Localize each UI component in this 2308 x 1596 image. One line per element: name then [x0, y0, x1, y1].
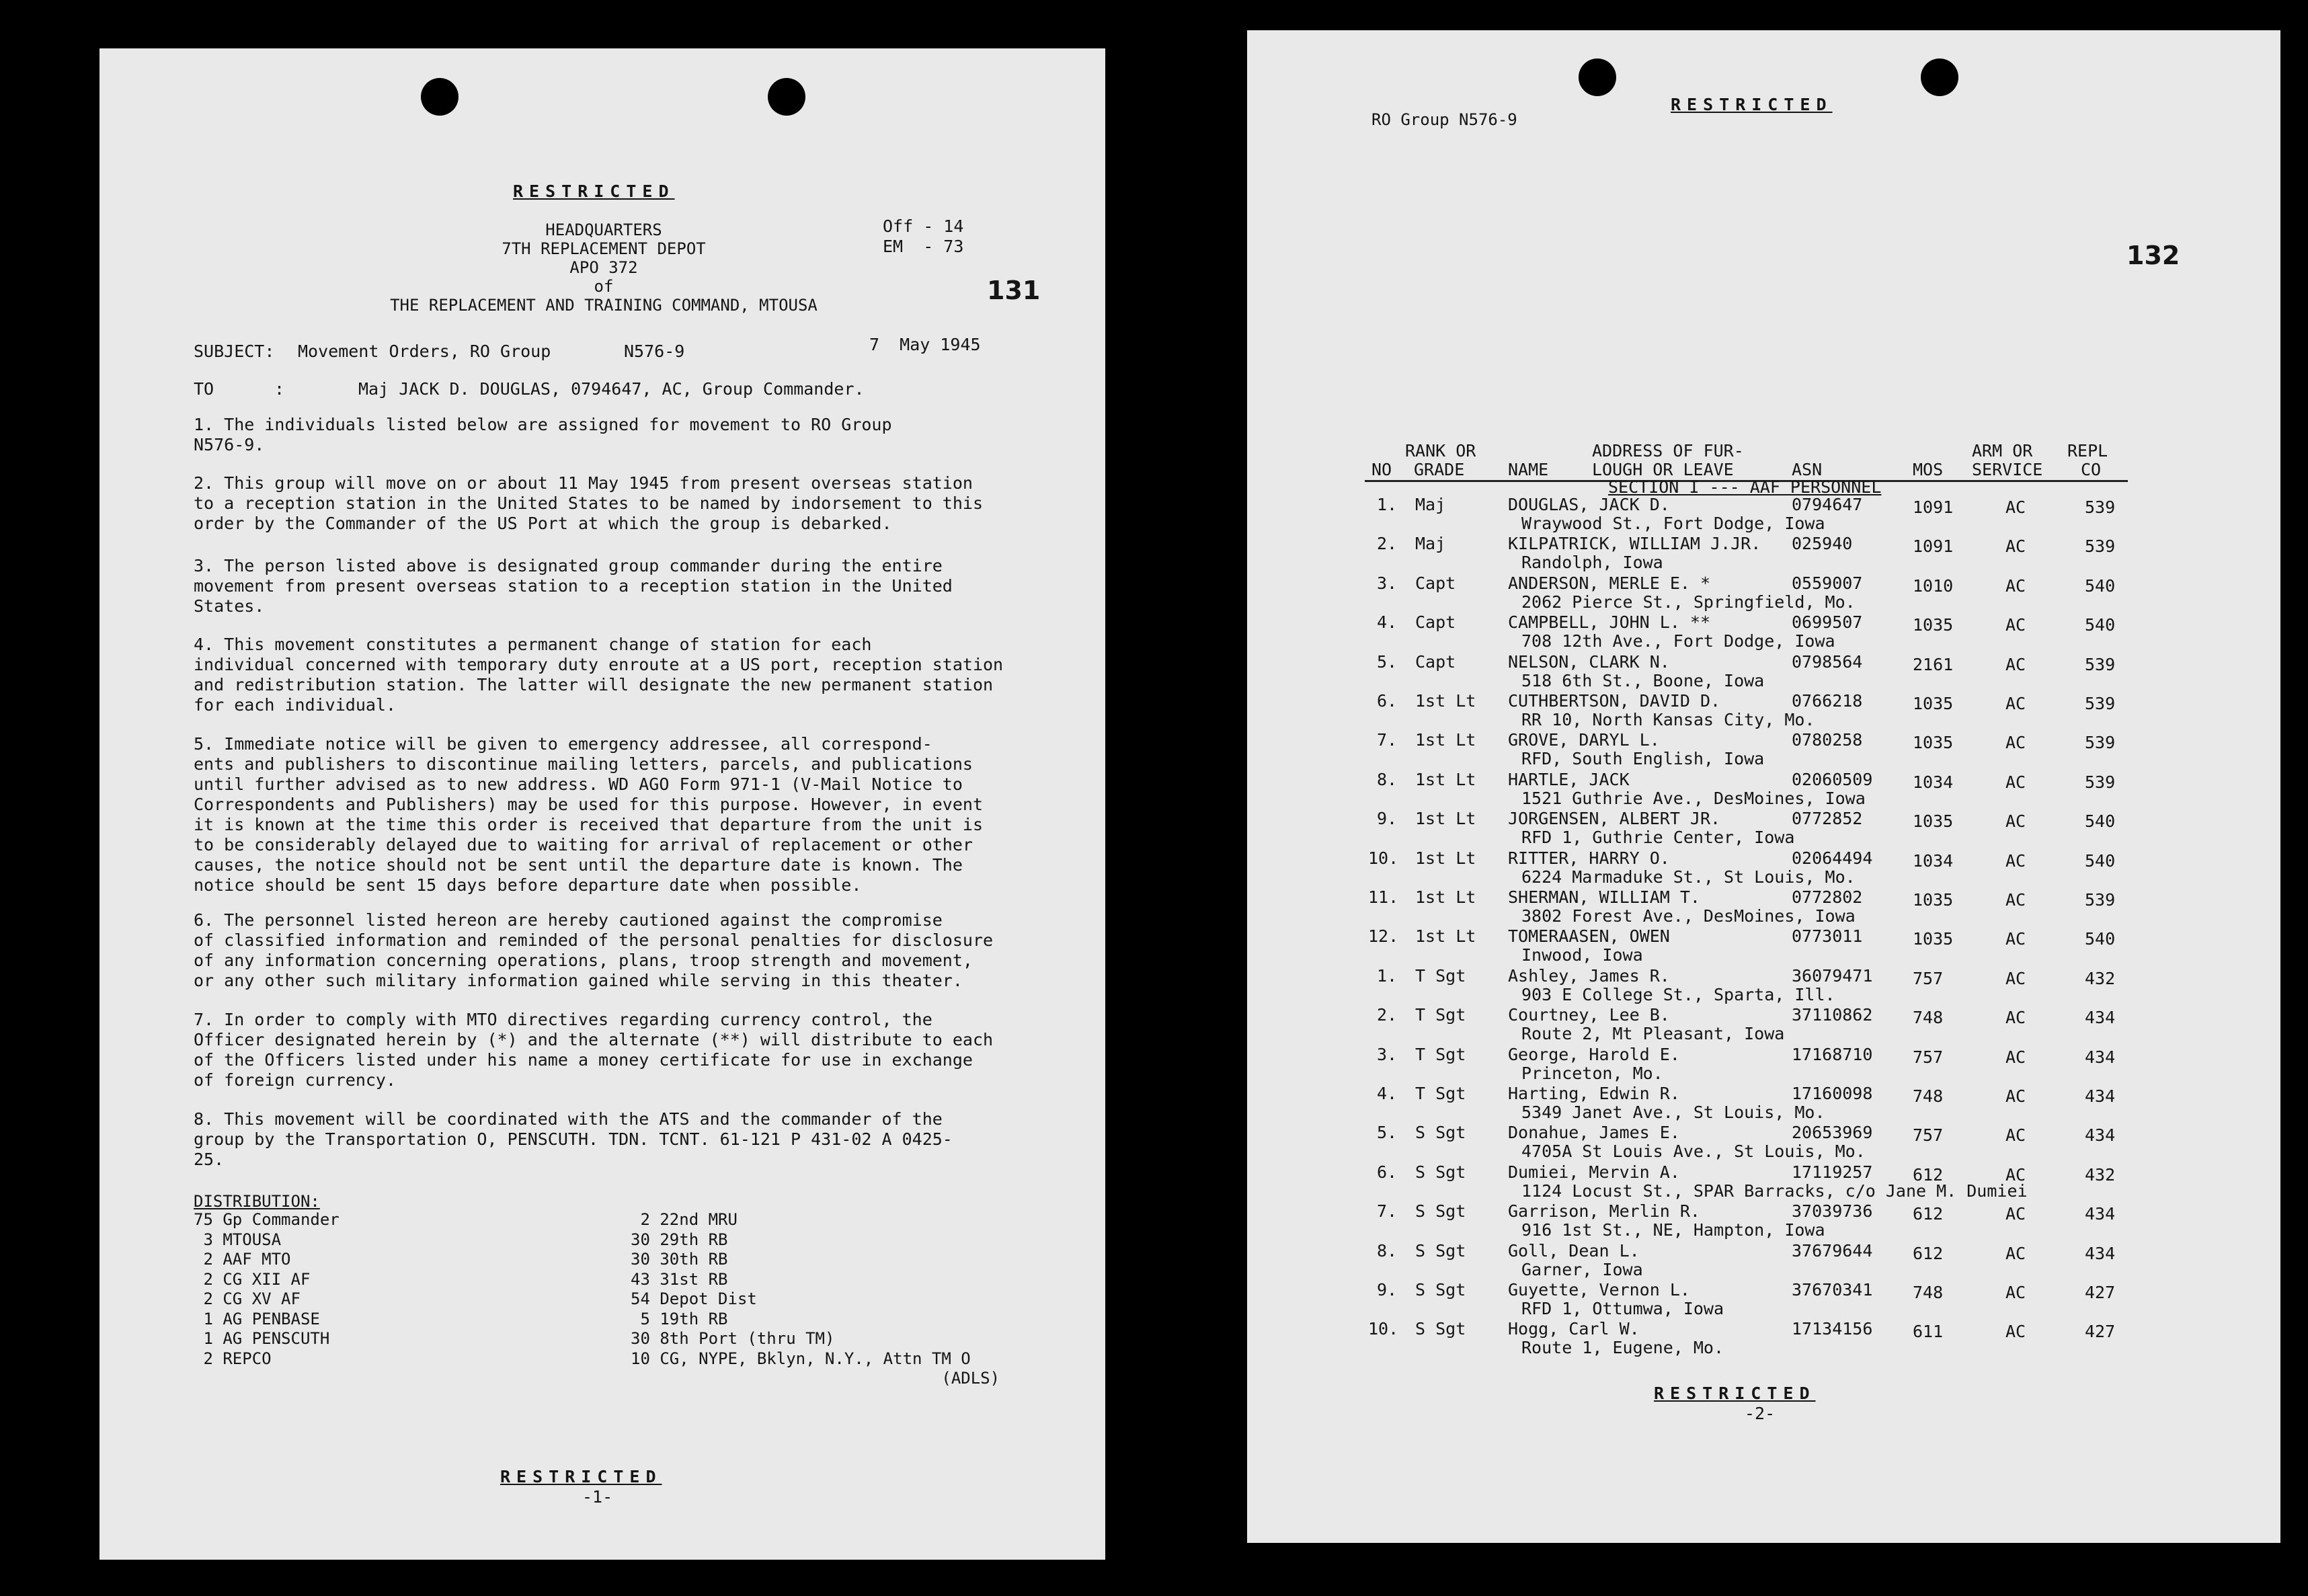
row-arm-service: AC — [2005, 615, 2026, 635]
row-rank: 1st Lt — [1415, 691, 1476, 711]
row-repl-co: 540 — [2085, 811, 2116, 831]
section-title: SECTION I --- AAF PERSONNEL — [1608, 477, 1882, 497]
restricted-marking-bottom: RESTRICTED — [1654, 1384, 1816, 1403]
row-number: 1. — [1377, 966, 1398, 986]
row-asn: 17168710 — [1792, 1045, 1873, 1064]
row-address: Wraywood St., Fort Dodge, Iowa — [1521, 514, 1825, 533]
row-repl-co: 540 — [2085, 615, 2116, 635]
row-arm-service: AC — [2005, 733, 2026, 752]
row-mos: 748 — [1913, 1086, 1944, 1106]
row-asn: 37110862 — [1792, 1005, 1873, 1025]
row-address: 6224 Marmaduke St., St Louis, Mo. — [1521, 867, 1856, 887]
row-address: 1124 Locust St., SPAR Barracks, c/o Jane M. Dumiei — [1521, 1181, 2028, 1201]
row-asn: 0773011 — [1792, 926, 1863, 946]
row-number: 4. — [1377, 1084, 1398, 1103]
row-rank: T Sgt — [1415, 1084, 1466, 1103]
row-rank: Maj — [1415, 495, 1446, 514]
row-rank: Capt — [1415, 573, 1456, 593]
page-stamp-number: 131 — [987, 276, 1041, 305]
distribution-item: 1 AG PENBASE — [194, 1309, 320, 1328]
row-arm-service: AC — [2005, 1008, 2026, 1027]
row-name: SHERMAN, WILLIAM T. — [1508, 887, 1700, 907]
row-address: Princeton, Mo. — [1521, 1064, 1663, 1083]
row-name: KILPATRICK, WILLIAM J.JR. — [1508, 534, 1761, 553]
row-address: RFD 1, Ottumwa, Iowa — [1521, 1299, 1724, 1318]
row-repl-co: 539 — [2085, 497, 2116, 517]
row-arm-service: AC — [2005, 655, 2026, 674]
row-name: DOUGLAS, JACK D. — [1508, 495, 1670, 514]
row-number: 9. — [1377, 1280, 1398, 1300]
row-address: 903 E College St., Sparta, Ill. — [1521, 985, 1835, 1004]
subject-label: SUBJECT: — [194, 342, 275, 361]
distribution-item: 2 REPCO — [194, 1349, 272, 1368]
row-address: 916 1st St., NE, Hampton, Iowa — [1521, 1220, 1825, 1240]
row-number: 10. — [1368, 848, 1399, 868]
row-mos: 748 — [1913, 1283, 1944, 1302]
row-rank: S Sgt — [1415, 1319, 1466, 1339]
paragraph-1: 1. The individuals listed below are assigned for movement to RO Group N576-9. — [194, 415, 892, 454]
distribution-item: 30 8th Port (thru TM) — [631, 1329, 835, 1348]
row-asn: 0699507 — [1792, 612, 1863, 632]
col-header-repl-co: CO — [2081, 460, 2102, 479]
row-arm-service: AC — [2005, 1244, 2026, 1263]
row-arm-service: AC — [2005, 969, 2026, 988]
row-repl-co: 539 — [2085, 772, 2116, 792]
row-address: Route 1, Eugene, Mo. — [1521, 1338, 1724, 1357]
col-header-name: NAME — [1508, 460, 1549, 479]
header-line: 7TH REPLACEMENT DEPOT — [502, 239, 706, 258]
row-name: TOMERAASEN, OWEN — [1508, 926, 1670, 946]
row-address: 4705A St Louis Ave., St Louis, Mo. — [1521, 1142, 1866, 1161]
row-number: 5. — [1377, 652, 1398, 672]
row-mos: 1034 — [1913, 772, 1954, 792]
left-document-page — [100, 48, 1105, 1560]
row-number: 7. — [1377, 730, 1398, 750]
col-header-repl-co: REPL — [2067, 441, 2108, 461]
right-document-page — [1247, 30, 2280, 1543]
subject-text: Movement Orders, RO Group — [298, 342, 551, 361]
row-mos: 748 — [1913, 1008, 1944, 1027]
row-rank: S Sgt — [1415, 1241, 1466, 1261]
header-line: HEADQUARTERS — [545, 221, 662, 239]
header-line: THE REPLACEMENT AND TRAINING COMMAND, MTOUSA — [390, 296, 818, 315]
row-address: 1521 Guthrie Ave., DesMoines, Iowa — [1521, 789, 1866, 808]
row-address: RR 10, North Kansas City, Mo. — [1521, 710, 1815, 729]
paragraph-8: 8. This movement will be coordinated with the ATS and the commander of the group by the Transportation O, PENSCUTH. TDN. TCNT. 61-121 P 431-02 A 0425- 25. — [194, 1109, 953, 1169]
row-asn: 0766218 — [1792, 691, 1863, 711]
col-header-address: LOUGH OR LEAVE — [1592, 460, 1734, 479]
row-asn: 0559007 — [1792, 573, 1863, 593]
row-name: Courtney, Lee B. — [1508, 1005, 1670, 1025]
row-repl-co: 427 — [2085, 1283, 2116, 1302]
row-name: Donahue, James E. — [1508, 1123, 1680, 1142]
punch-hole — [1579, 58, 1616, 96]
row-repl-co: 432 — [2085, 969, 2116, 988]
row-mos: 1091 — [1913, 536, 1954, 556]
row-repl-co: 540 — [2085, 929, 2116, 949]
row-asn: 20653969 — [1792, 1123, 1873, 1142]
group-number: N576-9 — [624, 342, 685, 361]
row-mos: 2161 — [1913, 655, 1954, 674]
row-rank: S Sgt — [1415, 1123, 1466, 1142]
row-repl-co: 540 — [2085, 851, 2116, 871]
row-asn: 0798564 — [1792, 652, 1863, 672]
row-mos: 1035 — [1913, 929, 1954, 949]
row-repl-co: 434 — [2085, 1047, 2116, 1067]
paragraph-3: 3. The person listed above is designated group commander during the entire movement from present overseas station to a reception station in the United States. — [194, 556, 953, 616]
row-asn: 36079471 — [1792, 966, 1873, 986]
row-address: 708 12th Ave., Fort Dodge, Iowa — [1521, 631, 1835, 651]
row-arm-service: AC — [2005, 1165, 2026, 1185]
row-repl-co: 539 — [2085, 536, 2116, 556]
row-mos: 1035 — [1913, 733, 1954, 752]
col-header-arm-service: SERVICE — [1972, 460, 2043, 479]
row-arm-service: AC — [2005, 1086, 2026, 1106]
col-header-asn: ASN — [1792, 460, 1823, 479]
row-arm-service: AC — [2005, 694, 2026, 713]
col-header-no: NO — [1371, 460, 1392, 479]
paragraph-2: 2. This group will move on or about 11 May 1945 from present overseas station to a reception station in the United States to be named by indorsement to this order by the Commander of the US Port at which the group is debarked. — [194, 473, 983, 533]
enlisted-count: EM - 73 — [883, 237, 964, 256]
restricted-marking-bottom: RESTRICTED — [500, 1467, 662, 1486]
row-name: Garrison, Merlin R. — [1508, 1201, 1700, 1221]
row-address: Garner, Iowa — [1521, 1260, 1643, 1279]
distribution-label: DISTRIBUTION: — [194, 1192, 320, 1211]
row-repl-co: 434 — [2085, 1008, 2116, 1027]
headquarters-header — [342, 221, 866, 315]
row-repl-co: 539 — [2085, 694, 2116, 713]
row-mos: 1035 — [1913, 615, 1954, 635]
row-repl-co: 434 — [2085, 1125, 2116, 1145]
distribution-item: 30 30th RB — [631, 1250, 728, 1269]
row-rank: Capt — [1415, 612, 1456, 632]
row-rank: 1st Lt — [1415, 809, 1476, 828]
distribution-item: 1 AG PENSCUTH — [194, 1329, 330, 1348]
row-address: 518 6th St., Boone, Iowa — [1521, 671, 1765, 690]
row-mos: 757 — [1913, 1047, 1944, 1067]
row-number: 11. — [1368, 887, 1399, 907]
row-arm-service: AC — [2005, 851, 2026, 871]
row-rank: S Sgt — [1415, 1162, 1466, 1182]
row-name: Goll, Dean L. — [1508, 1241, 1640, 1261]
row-arm-service: AC — [2005, 1322, 2026, 1341]
row-name: ANDERSON, MERLE E. * — [1508, 573, 1711, 593]
row-name: HARTLE, JACK — [1508, 770, 1630, 789]
row-mos: 757 — [1913, 969, 1944, 988]
row-rank: 1st Lt — [1415, 730, 1476, 750]
row-number: 1. — [1377, 495, 1398, 514]
row-mos: 611 — [1913, 1322, 1944, 1341]
row-address: RFD, South English, Iowa — [1521, 749, 1765, 768]
row-name: CUTHBERTSON, DAVID D. — [1508, 691, 1721, 711]
row-arm-service: AC — [2005, 772, 2026, 792]
row-name: CAMPBELL, JOHN L. ** — [1508, 612, 1711, 632]
row-mos: 757 — [1913, 1125, 1944, 1145]
officer-count: Off - 14 — [883, 216, 964, 236]
row-asn: 37670341 — [1792, 1280, 1873, 1300]
row-address: Route 2, Mt Pleasant, Iowa — [1521, 1024, 1785, 1043]
row-name: Dumiei, Mervin A. — [1508, 1162, 1680, 1182]
col-header-mos: MOS — [1913, 460, 1944, 479]
row-number: 8. — [1377, 1241, 1398, 1261]
row-address: 2062 Pierce St., Springfield, Mo. — [1521, 592, 1856, 612]
row-arm-service: AC — [2005, 1125, 2026, 1145]
row-arm-service: AC — [2005, 1283, 2026, 1302]
header-line: APO 372 — [569, 258, 638, 277]
row-mos: 1035 — [1913, 890, 1954, 910]
col-header-address: ADDRESS OF FUR- — [1592, 441, 1744, 461]
punch-hole — [768, 78, 805, 116]
row-rank: 1st Lt — [1415, 926, 1476, 946]
row-name: George, Harold E. — [1508, 1045, 1680, 1064]
row-number: 2. — [1377, 534, 1398, 553]
row-repl-co: 434 — [2085, 1086, 2116, 1106]
row-number: 5. — [1377, 1123, 1398, 1142]
row-arm-service: AC — [2005, 890, 2026, 910]
row-number: 3. — [1377, 1045, 1398, 1064]
order-date: 7 May 1945 — [869, 335, 981, 354]
row-repl-co: 434 — [2085, 1204, 2116, 1224]
restricted-marking-top: RESTRICTED — [1671, 95, 1833, 114]
row-asn: 0780258 — [1792, 730, 1863, 750]
row-number: 10. — [1368, 1319, 1399, 1339]
distribution-item: 54 Depot Dist — [631, 1289, 757, 1308]
distribution-item: 2 AAF MTO — [194, 1250, 291, 1269]
row-repl-co: 540 — [2085, 576, 2116, 596]
row-asn: 17134156 — [1792, 1319, 1873, 1339]
row-asn: 02060509 — [1792, 770, 1873, 789]
header-line: of — [594, 277, 614, 296]
row-rank: T Sgt — [1415, 966, 1466, 986]
row-rank: S Sgt — [1415, 1201, 1466, 1221]
page-number: -2- — [1745, 1404, 1776, 1423]
row-address: 5349 Janet Ave., St Louis, Mo. — [1521, 1103, 1825, 1122]
to-addressee: Maj JACK D. DOUGLAS, 0794647, AC, Group Commander. — [358, 379, 865, 399]
row-name: Guyette, Vernon L. — [1508, 1280, 1690, 1300]
row-rank: Capt — [1415, 652, 1456, 672]
row-asn: 025940 — [1792, 534, 1853, 553]
row-repl-co: 539 — [2085, 890, 2116, 910]
row-arm-service: AC — [2005, 1047, 2026, 1067]
row-number: 8. — [1377, 770, 1398, 789]
distribution-list-right — [631, 1210, 1000, 1389]
paragraph-6: 6. The personnel listed hereon are hereby cautioned against the compromise of classified information and reminded of the personal penalties for disclosure of any information concerning operations, plans, troop strength and movement, or any other such military information gained while serving in this theater. — [194, 910, 994, 990]
row-mos: 1010 — [1913, 576, 1954, 596]
row-address: 3802 Forest Ave., DesMoines, Iowa — [1521, 906, 1856, 926]
row-name: Harting, Edwin R. — [1508, 1084, 1680, 1103]
row-rank: 1st Lt — [1415, 770, 1476, 789]
group-reference: RO Group N576-9 — [1371, 110, 1517, 129]
col-header-arm-service: ARM OR — [1972, 441, 2033, 461]
col-header-rank: GRADE — [1414, 460, 1465, 479]
row-arm-service: AC — [2005, 536, 2026, 556]
row-name: NELSON, CLARK N. — [1508, 652, 1670, 672]
restricted-marking-top: RESTRICTED — [513, 182, 675, 201]
row-mos: 1034 — [1913, 851, 1954, 871]
distribution-list-left — [194, 1210, 340, 1369]
row-rank: S Sgt — [1415, 1280, 1466, 1300]
col-header-rank: RANK OR — [1405, 441, 1476, 461]
paragraph-5: 5. Immediate notice will be given to emergency addressee, all correspond- ents and publishers to discontinue mailing letters, parcels, and publications until further advised as to new address. WD AGO Form 971-1 (V-Mail Notice to Correspondents and Publishers) may be used for this purpose. However, in event it is known at the time this order is received that departure from the unit is to be considerably delayed due to waiting for arrival of replacement or other causes, the notice should not be sent until the departure date is known. The notice should be sent 15 days before departure date when possible. — [194, 734, 983, 895]
distribution-item: 2 22nd MRU — [631, 1210, 738, 1229]
paragraph-7: 7. In order to comply with MTO directives regarding currency control, the Officer designated herein by (*) and the alternate (**) will distribute to each of the Officers listed under his name a money certificate for use in exchange of foreign currency. — [194, 1010, 994, 1090]
page-number: -1- — [582, 1487, 613, 1507]
row-asn: 0772852 — [1792, 809, 1863, 828]
to-colon: : — [274, 379, 285, 399]
row-rank: T Sgt — [1415, 1005, 1466, 1025]
punch-hole — [421, 78, 459, 116]
distribution-item: (ADLS) — [631, 1369, 1000, 1388]
distribution-item: 43 31st RB — [631, 1269, 728, 1289]
distribution-item: 2 CG XII AF — [194, 1269, 311, 1289]
row-arm-service: AC — [2005, 1204, 2026, 1224]
row-name: RITTER, HARRY O. — [1508, 848, 1670, 868]
distribution-item: 2 CG XV AF — [194, 1289, 301, 1308]
row-asn: 02064494 — [1792, 848, 1873, 868]
to-label: TO — [194, 379, 214, 399]
row-address: Randolph, Iowa — [1521, 553, 1663, 572]
row-address: Inwood, Iowa — [1521, 945, 1643, 965]
row-number: 7. — [1377, 1201, 1398, 1221]
row-address: RFD 1, Guthrie Center, Iowa — [1521, 828, 1795, 847]
distribution-item: 30 29th RB — [631, 1230, 728, 1249]
row-number: 3. — [1377, 573, 1398, 593]
row-asn: 17160098 — [1792, 1084, 1873, 1103]
row-number: 6. — [1377, 691, 1398, 711]
distribution-item: 3 MTOUSA — [194, 1230, 282, 1249]
row-asn: 17119257 — [1792, 1162, 1873, 1182]
paragraph-4: 4. This movement constitutes a permanent change of station for each individual concerned with temporary duty enroute at a US port, reception station and redistribution station. The latter will designate the new permanent station for each individual. — [194, 635, 1004, 715]
row-mos: 1035 — [1913, 694, 1954, 713]
row-asn: 0794647 — [1792, 495, 1863, 514]
row-name: JORGENSEN, ALBERT JR. — [1508, 809, 1721, 828]
row-repl-co: 432 — [2085, 1165, 2116, 1185]
row-name: Ashley, James R. — [1508, 966, 1670, 986]
row-arm-service: AC — [2005, 811, 2026, 831]
row-rank: 1st Lt — [1415, 887, 1476, 907]
row-asn: 0772802 — [1792, 887, 1863, 907]
row-repl-co: 539 — [2085, 733, 2116, 752]
row-arm-service: AC — [2005, 576, 2026, 596]
row-mos: 612 — [1913, 1204, 1944, 1224]
row-name: Hogg, Carl W. — [1508, 1319, 1640, 1339]
row-arm-service: AC — [2005, 497, 2026, 517]
row-number: 4. — [1377, 612, 1398, 632]
punch-hole — [1921, 58, 1958, 96]
row-mos: 612 — [1913, 1244, 1944, 1263]
distribution-item: 5 19th RB — [631, 1309, 728, 1328]
row-arm-service: AC — [2005, 929, 2026, 949]
row-number: 6. — [1377, 1162, 1398, 1182]
row-repl-co: 434 — [2085, 1244, 2116, 1263]
row-number: 12. — [1368, 926, 1399, 946]
row-rank: Maj — [1415, 534, 1446, 553]
row-repl-co: 427 — [2085, 1322, 2116, 1341]
row-repl-co: 539 — [2085, 655, 2116, 674]
row-mos: 1091 — [1913, 497, 1954, 517]
row-mos: 1035 — [1913, 811, 1954, 831]
page-stamp-number: 132 — [2126, 241, 2180, 270]
row-name: GROVE, DARYL L. — [1508, 730, 1660, 750]
row-mos: 612 — [1913, 1165, 1944, 1185]
row-rank: 1st Lt — [1415, 848, 1476, 868]
row-rank: T Sgt — [1415, 1045, 1466, 1064]
distribution-item: 75 Gp Commander — [194, 1210, 340, 1229]
row-asn: 37679644 — [1792, 1241, 1873, 1261]
distribution-item: 10 CG, NYPE, Bklyn, N.Y., Attn TM O — [631, 1349, 971, 1368]
row-asn: 37039736 — [1792, 1201, 1873, 1221]
row-number: 9. — [1377, 809, 1398, 828]
row-number: 2. — [1377, 1005, 1398, 1025]
